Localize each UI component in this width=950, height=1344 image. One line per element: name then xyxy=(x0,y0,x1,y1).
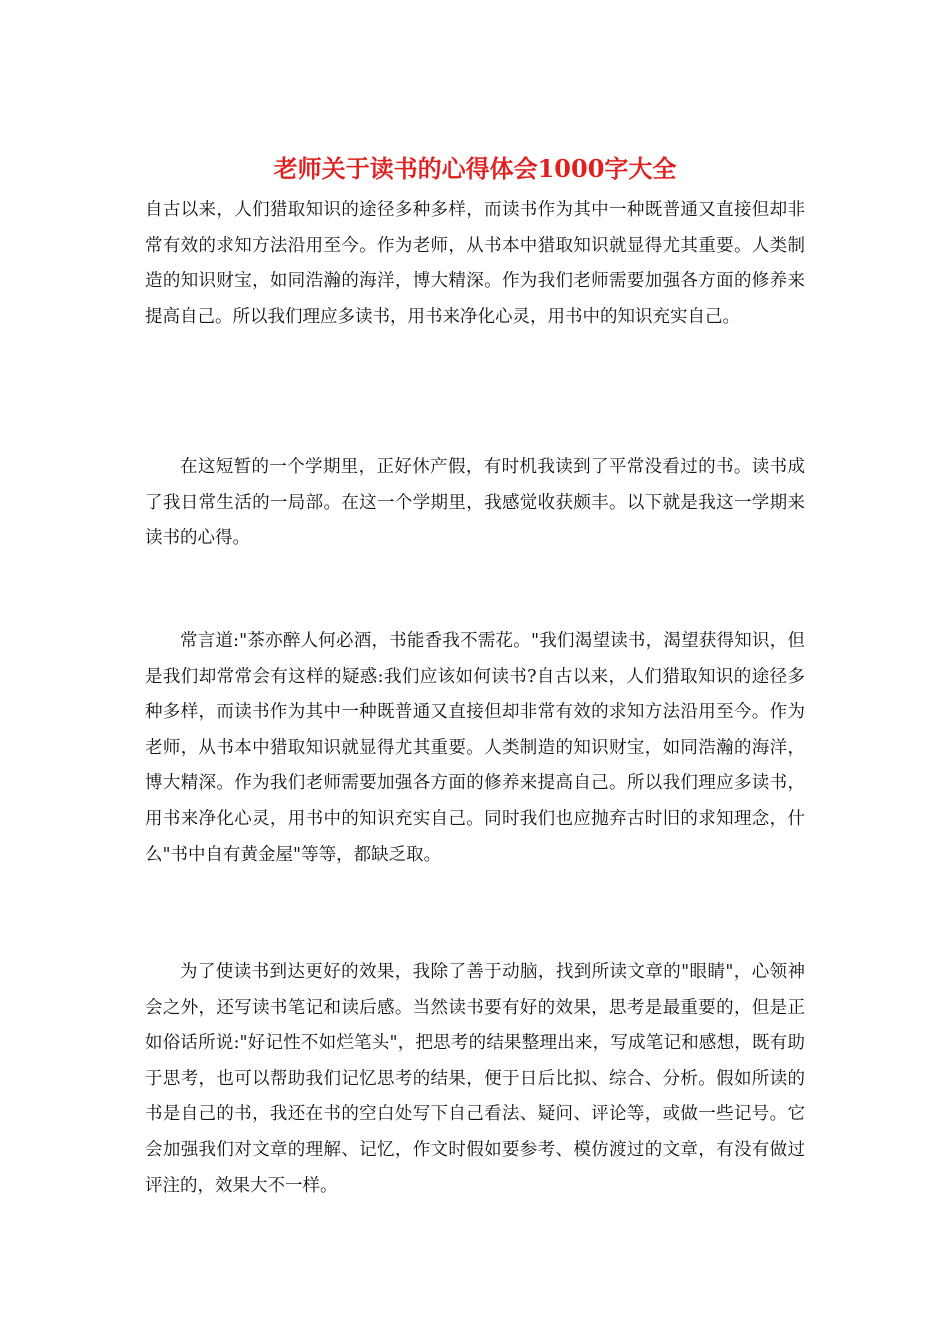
document-title: 老师关于读书的心得体会1000字大全 xyxy=(273,154,677,183)
paragraph-3: 常言道:"茶亦醉人何必酒，书能香我不需花。"我们渴望读书，渴望获得知识，但是我们却常常会有这样的疑惑:我们应该如何读书?自古以来，人们猎取知识的途径多种多样，而读书作为其中一种既普通又直接但却非常有效的求知方法沿用至今。作为老师，从书本中猎取知识就显得尤其重要。人类制造的知识财宝，如同浩瀚的海洋，博大精深。作为我们老师需要加强各方面的修养来提高自己。所以我们理应多读书，用书来净化心灵，用书中的知识充实自己。同时我们也应抛弃古时旧的求知理念，什么"书中自有黄金屋"等等，都缺乏取。 xyxy=(145,631,805,865)
paragraph-1: 自古以来，人们猎取知识的途径多种多样，而读书作为其中一种既普通又直接但却非常有效的求知方法沿用至今。作为老师，从书本中猎取知识就显得尤其重要。人类制造的知识财宝，如同浩瀚的海洋，博大精深。作为我们老师需要加强各方面的修养来提高自己。所以我们理应多读书，用书来净化心灵，用书中的知识充实自己。 xyxy=(145,200,805,327)
paragraph-4: 为了使读书到达更好的效果，我除了善于动脑，找到所读文章的"眼睛"，心领神会之外，还写读书笔记和读后感。当然读书要有好的效果，思考是最重要的，但是正如俗话所说:"好记性不如烂笔头"，把思考的结果整理出来，写成笔记和感想，既有助于思考，也可以帮助我们记忆思考的结果，便于日后比拟、综合、分析。假如所读的书是自己的书，我还在书的空白处写下自己看法、疑问、评论等，或做一些记号。它会加强我们对文章的理解、记忆，作文时假如要参考、模仿渡过的文章，有没有做过评注的，效果大不一样。 xyxy=(145,962,805,1196)
paragraph-2: 在这短暂的一个学期里，正好休产假，有时机我读到了平常没看过的书。读书成了我日常生活的一局部。在这一个学期里，我感觉收获颇丰。以下就是我这一学期来读书的心得。 xyxy=(145,457,805,549)
